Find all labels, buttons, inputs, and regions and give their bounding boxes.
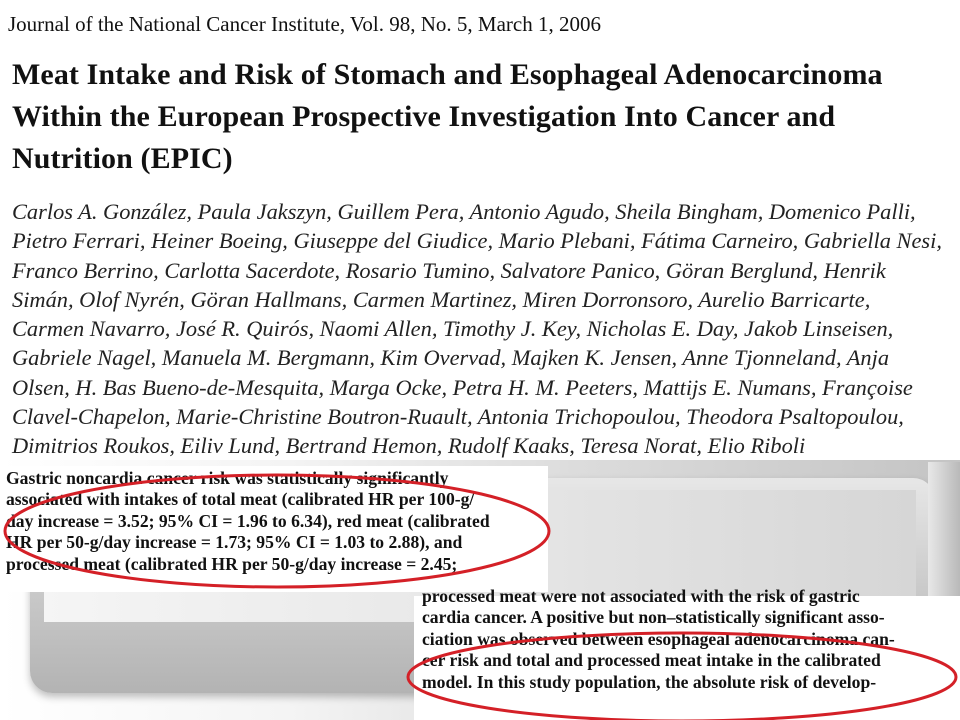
excerpt-line: cer risk and total and processed meat intake in the calibrated bbox=[422, 650, 881, 671]
excerpt-line: processed meat (calibrated HR per 50-g/day increase = 2.45; bbox=[6, 553, 458, 574]
abstract-excerpt-esophageal bbox=[414, 586, 960, 720]
title-line: Within the European Prospective Investigation Into Cancer and bbox=[12, 100, 836, 133]
author-line: Carlos A. González, Paula Jakszyn, Guillem Pera, Antonio Agudo, Sheila Bingham, Domenico Palli, bbox=[12, 199, 916, 224]
author-line: Dimitrios Roukos, Eiliv Lund, Bertrand Hemon, Rudolf Kaaks, Teresa Norat, Elio Riboli bbox=[12, 433, 806, 459]
author-line: Gabriele Nagel, Manuela M. Bergmann, Kim Overvad, Majken K. Jensen, Anne Tjonneland, Anja bbox=[12, 345, 890, 371]
excerpt-line: HR per 50-g/day increase = 1.73; 95% CI = 1.03 to 2.88), and bbox=[6, 532, 463, 553]
author-line: Simán, Olof Nyrén, Göran Hallmans, Carmen Martinez, Miren Dorronsoro, Aurelio Barricarte, bbox=[12, 286, 871, 312]
excerpt-line: cardia cancer. A positive but non–statistically significant asso- bbox=[422, 607, 885, 628]
article-title bbox=[12, 54, 932, 180]
author-line: Franco Berrino, Carlotta Sacerdote, Rosario Tumino, Salvatore Panico, Göran Berglund, Henrik bbox=[12, 257, 886, 283]
journal-citation: Journal of the National Cancer Institute, Vol. 98, No. 5, March 1, 2006 bbox=[8, 12, 601, 36]
author-line: Carmen Navarro, José R. Quirós, Naomi Allen, Timothy J. Key, Nicholas E. Day, Jakob Linseisen, bbox=[12, 316, 894, 342]
title-line: Nutrition (EPIC) bbox=[12, 142, 233, 175]
author-list bbox=[12, 197, 952, 461]
excerpt-line: Gastric noncardia cancer risk was statistically significantly bbox=[6, 468, 449, 488]
author-line: Pietro Ferrari, Heiner Boeing, Giuseppe del Giudice, Mario Plebani, Fátima Carneiro, Gabriella Nesi, bbox=[12, 228, 942, 254]
excerpt-line: processed meat were not associated with the risk of gastric bbox=[422, 586, 860, 606]
excerpt-line: associated with intakes of total meat (calibrated HR per 100-g/ bbox=[6, 489, 475, 510]
title-line: Meat Intake and Risk of Stomach and Esophageal Adenocarcinoma bbox=[12, 58, 883, 91]
abstract-excerpt-noncardia bbox=[0, 466, 548, 592]
author-line: Clavel-Chapelon, Marie-Christine Boutron-Ruault, Antonia Trichopoulou, Theodora Psaltopoulou, bbox=[12, 404, 904, 430]
excerpt-line: day increase = 3.52; 95% CI = 1.96 to 6.34), red meat (calibrated bbox=[6, 510, 490, 531]
author-line: Olsen, H. Bas Bueno-de-Mesquita, Marga Ocke, Petra H. M. Peeters, Mattijs E. Numans, Françoise bbox=[12, 374, 913, 400]
excerpt-line: model. In this study population, the absolute risk of develop- bbox=[422, 671, 877, 692]
excerpt-line: ciation was observed between esophageal adenocarcinoma can- bbox=[422, 628, 895, 649]
